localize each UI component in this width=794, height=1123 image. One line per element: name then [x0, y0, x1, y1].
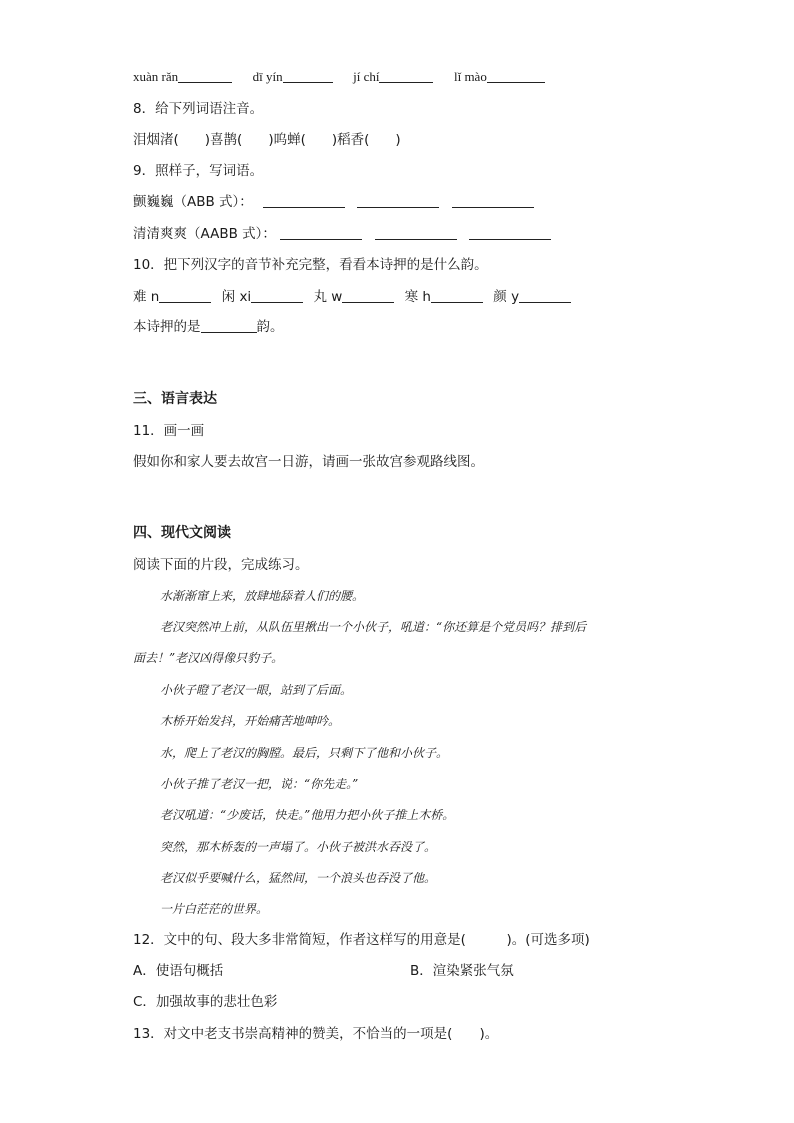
section-3-title: 三、语言表达: [133, 391, 217, 407]
answer-blank[interactable]: [375, 225, 457, 240]
option-letter: B．: [410, 963, 433, 979]
syllable-item: 难 n: [133, 289, 160, 305]
answer-blank[interactable]: [251, 288, 303, 303]
passage-line: 面去！”老汉凶得像只豹子。: [133, 651, 284, 665]
question-8-label: 8．给下列词语注音。: [133, 101, 264, 117]
rhyme-prefix: 本诗押的是: [133, 319, 201, 335]
answer-blank[interactable]: [519, 288, 571, 303]
word-item: ): [395, 132, 401, 148]
question-11-label: 11．画一画: [133, 423, 205, 439]
question-9-abb-row: [133, 192, 534, 212]
answer-blank[interactable]: [487, 68, 545, 83]
question-12-stem: 12．文中的句、段大多非常简短，作者这样写的用意是( )。(可选多项): [133, 932, 590, 948]
answer-blank[interactable]: [201, 318, 257, 333]
option-text: 加强故事的悲壮色彩: [155, 994, 278, 1010]
question-12-options-row: [133, 961, 693, 981]
section-4-title: 四、现代文阅读: [133, 525, 231, 541]
passage-line: 木桥开始发抖，开始痛苦地呻吟。: [160, 714, 341, 728]
passage-line: 老汉突然冲上前，从队伍里揪出一个小伙子，吼道：“你还算是个党员吗？排到后: [160, 620, 587, 634]
answer-blank[interactable]: [280, 225, 362, 240]
question-11-text: 假如你和家人要去故宫一日游，请画一张故宫参观路线图。: [133, 454, 484, 470]
word-item: )呜蝉(: [268, 132, 306, 148]
pinyin-row: [133, 67, 545, 87]
answer-blank[interactable]: [159, 288, 211, 303]
answer-blank[interactable]: [431, 288, 483, 303]
passage-line: 老汉吼道：“少废话，快走。”他用力把小伙子推上木桥。: [160, 808, 455, 822]
option-text: 渲染紧张气氛: [432, 963, 514, 979]
pinyin-item: dī yín: [252, 69, 283, 84]
option-c[interactable]: [133, 992, 277, 1012]
syllable-item: 颜 y: [493, 289, 520, 305]
answer-blank[interactable]: [357, 193, 439, 208]
reading-intro: 阅读下面的片段，完成练习。: [133, 557, 309, 573]
question-10-label: 10．把下列汉字的音节补充完整，看看本诗押的是什么韵。: [133, 257, 488, 273]
option-text: 使语句概括: [155, 963, 224, 979]
answer-blank[interactable]: [469, 225, 551, 240]
passage-line: 小伙子推了老汉一把，说：“你先走。”: [160, 777, 359, 791]
word-item: )喜鹊(: [204, 132, 243, 148]
rhyme-suffix: 韵。: [256, 319, 284, 335]
question-13-stem: 13．对文中老支书崇高精神的赞美，不恰当的一项是( )。: [133, 1026, 499, 1042]
passage-line: 突然，那木桥轰的一声塌了。小伙子被洪水吞没了。: [160, 840, 437, 854]
pinyin-item: xuàn rǎn: [133, 69, 179, 84]
answer-blank[interactable]: [379, 68, 433, 83]
answer-blank[interactable]: [342, 288, 394, 303]
question-9-aabb-row: [133, 224, 551, 244]
syllable-item: 寒 h: [404, 289, 431, 305]
passage-line: 小伙子瞪了老汉一眼，站到了后面。: [160, 683, 353, 697]
pinyin-item: lǐ mào: [453, 69, 487, 84]
question-10-rhyme: [133, 317, 284, 337]
word-item: 泪烟渚(: [133, 132, 179, 148]
passage-line: 一片白茫茫的世界。: [160, 902, 269, 916]
question-10-items: [133, 287, 571, 307]
syllable-item: 闲 xi: [221, 289, 252, 305]
syllable-item: 丸 w: [313, 289, 343, 305]
passage-line: 老汉似乎要喊什么，猛然间，一个浪头也吞没了他。: [160, 871, 437, 885]
answer-blank[interactable]: [263, 193, 345, 208]
question-9-label: 9．照样子，写词语。: [133, 163, 264, 179]
answer-blank[interactable]: [452, 193, 534, 208]
option-letter: A．: [133, 963, 156, 979]
answer-blank[interactable]: [283, 68, 333, 83]
option-a[interactable]: [133, 963, 223, 979]
word-item: )稻香(: [331, 132, 370, 148]
aabb-prompt: 清清爽爽（AABB 式）：: [133, 226, 276, 242]
answer-blank[interactable]: [178, 68, 232, 83]
option-letter: C．: [133, 994, 156, 1010]
passage-line: 水，爬上了老汉的胸膛。最后，只剩下了他和小伙子。: [160, 746, 449, 760]
question-8-words: [133, 130, 401, 150]
passage-line: 水渐渐窜上来，放肆地舔着人们的腰。: [160, 589, 365, 603]
option-b[interactable]: [410, 961, 514, 981]
abb-prompt: 颤巍巍（ABB 式）：: [133, 194, 253, 210]
pinyin-item: jí chí: [353, 69, 380, 84]
